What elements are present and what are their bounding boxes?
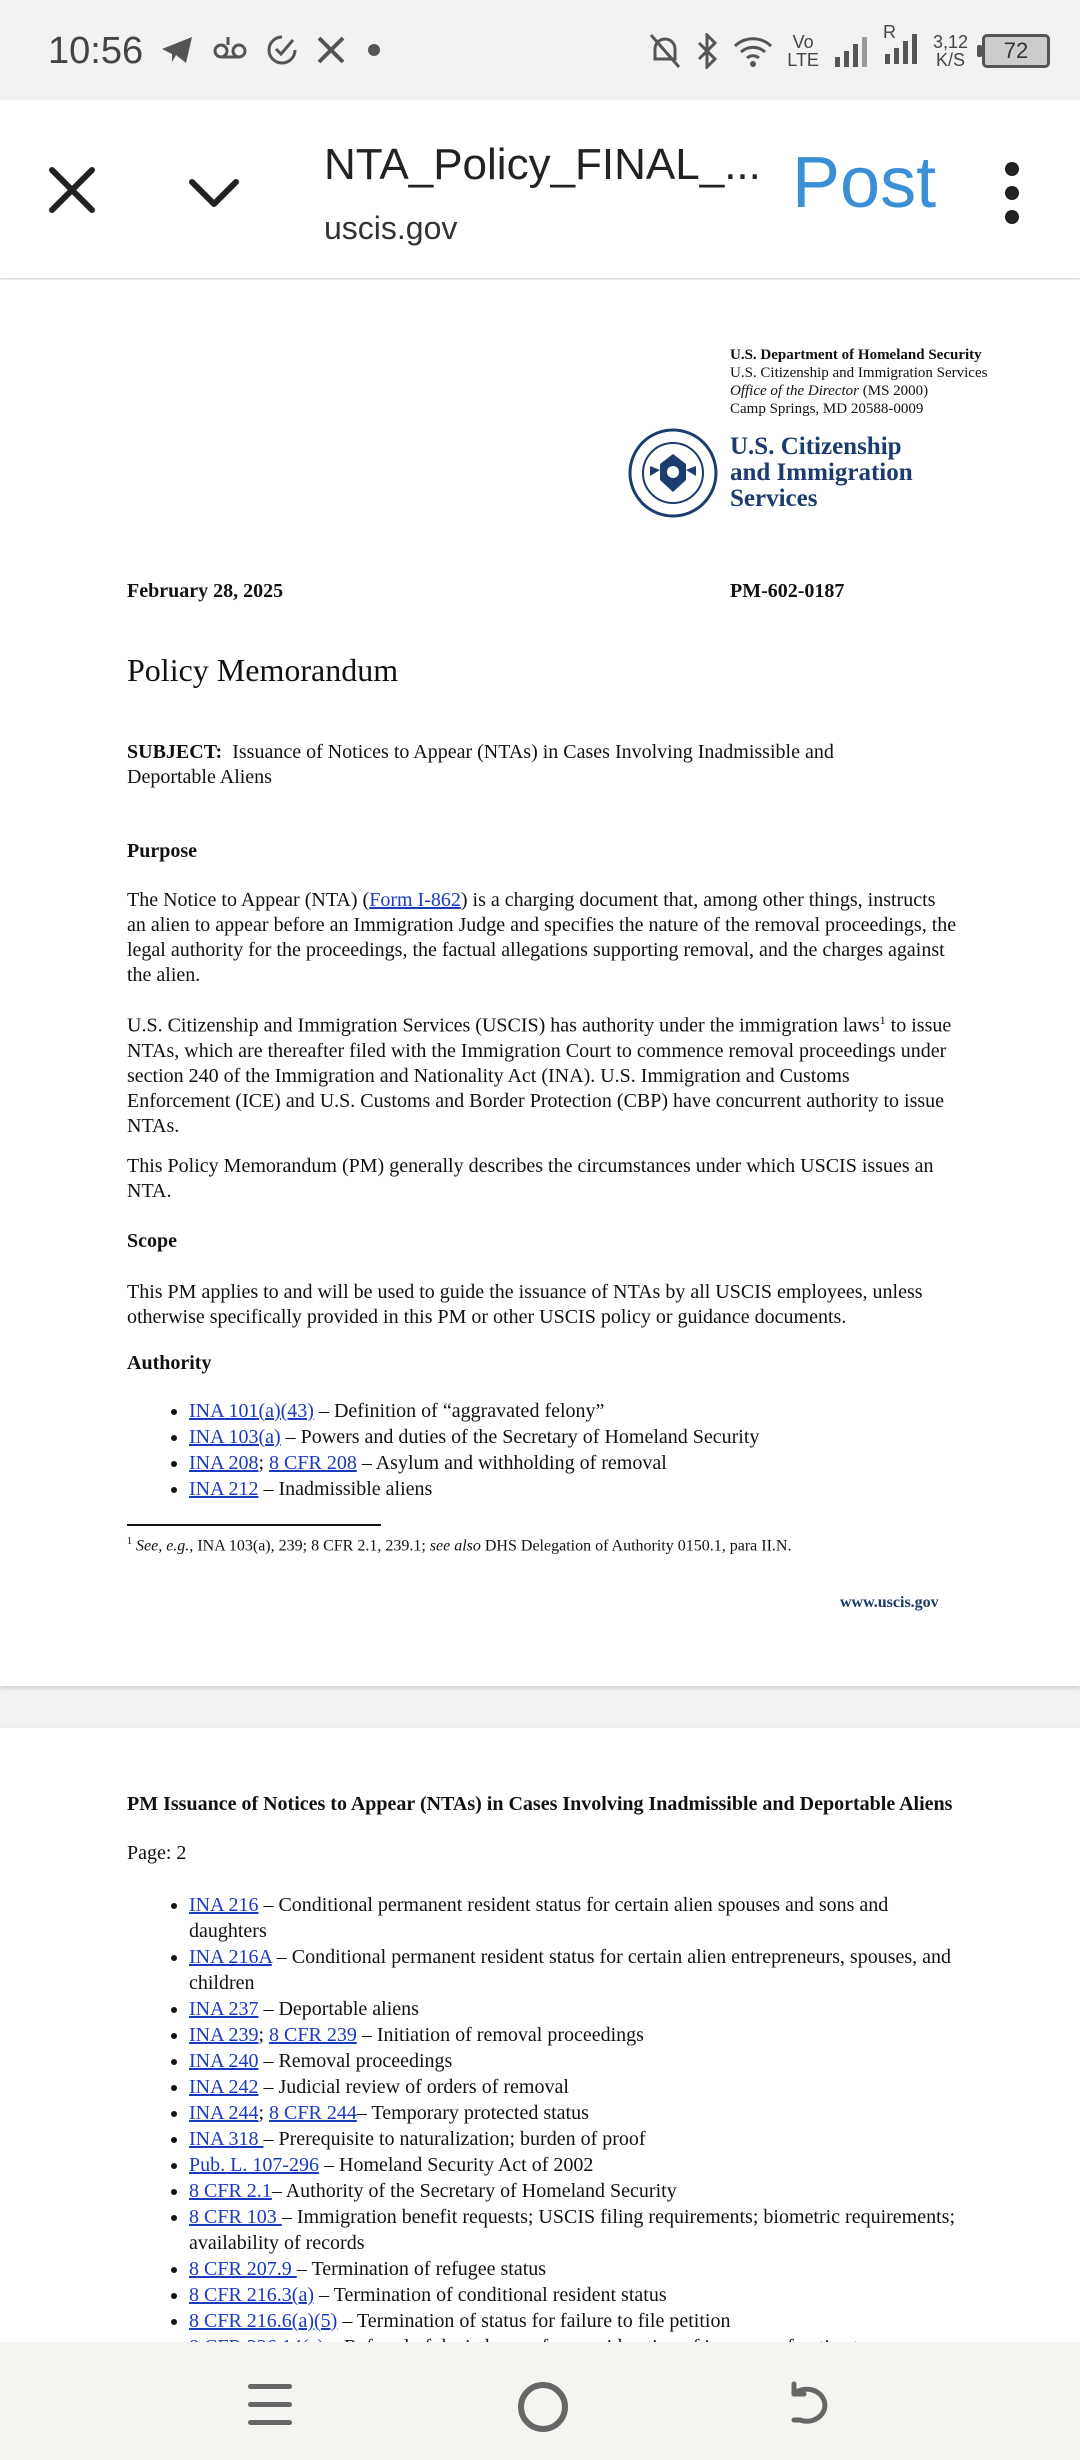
footnote-divider (127, 1524, 381, 1526)
wifi-icon (733, 34, 773, 68)
citation-link[interactable]: INA 239 (189, 2024, 259, 2046)
bluetooth-icon (695, 33, 719, 69)
citation-link[interactable]: INA 103(a) (189, 1426, 281, 1448)
document-page-2[interactable] (0, 1728, 1080, 2348)
list-item: • INA 240 – Removal proceedings (189, 2048, 969, 2074)
page-number: Page: 2 (127, 1842, 187, 1864)
authority-list (127, 1398, 1009, 1502)
system-nav-bar (0, 2342, 1080, 2460)
purpose-heading: Purpose (127, 840, 197, 862)
x-logo-icon (316, 35, 346, 65)
memo-date: February 28, 2025 (127, 580, 284, 602)
list-item: • INA 216A – Conditional permanent resident status for certain alien entrepreneurs, spouses, and children (189, 1944, 969, 1996)
back-icon[interactable] (786, 2380, 836, 2430)
citation-link[interactable]: 8 CFR 103 (189, 2206, 282, 2228)
purpose-paragraph-2: U.S. Citizenship and Immigration Services (USCIS) has authority under the immigration laws$^1$ to issue NTAs, which are thereafter filed with the Immigration Court to commence removal proceedings under section 240 of the Immigration and Nationality Act (INA). U.S. Immigration and Customs Enforcement (ICE) and U.S. Customs and Border Protection (CBP) have concurrent authority to issue NTAs. (127, 1013, 952, 1137)
sync-chat-icon (266, 34, 298, 66)
list-item: • INA 101(a)(43) – Definition of “aggravated felony” (189, 1398, 1009, 1424)
footnote: $^1$ See, e.g., INA 103(a), 239; 8 CFR 2.1, 239.1; see also DHS Delegation of Authority 0150.1, para II.N. (127, 1536, 792, 1555)
citation-link[interactable]: INA 237 (189, 1998, 259, 2020)
form-i862-link[interactable]: Form I-862 (369, 889, 461, 911)
post-button[interactable]: Post (792, 143, 937, 223)
system-status (649, 22, 1050, 70)
list-item: • INA 237 – Deportable aliens (189, 1996, 969, 2022)
notification-icons (160, 34, 384, 66)
voicemail-icon (212, 35, 248, 65)
purpose-paragraph-1: The Notice to Appear (NTA) (Form I-862) is a charging document that, among other things, instructs an alien to appear before an Immigration Judge and specifies the nature of the removal proceedings, the legal authority for the proceedings, the factual allegations supporting removal, and the charges against the alien. (127, 889, 957, 986)
citation-link[interactable]: Pub. L. 107-296 (189, 2154, 319, 2176)
citation-link[interactable]: INA 216 (189, 1894, 259, 1916)
recent-apps-icon[interactable] (248, 2384, 292, 2424)
signal-icon (833, 35, 869, 67)
citation-link[interactable]: 8 CFR 2.1 (189, 2180, 272, 2202)
memo-subject: SUBJECT: Issuance of Notices to Appear (NTAs) in Cases Involving Inadmissible and Deportable Aliens (127, 741, 834, 788)
purpose-paragraph-3: This Policy Memorandum (PM) generally describes the circumstances under which USCIS issues an NTA. (127, 1155, 934, 1202)
citation-link[interactable]: INA 242 (189, 2076, 259, 2098)
list-item: • INA 208; 8 CFR 208 – Asylum and withholding of removal (189, 1450, 1009, 1476)
citation-link[interactable]: INA 208 (189, 1452, 259, 1474)
citation-link[interactable]: 8 CFR 207.9 (189, 2258, 297, 2280)
bell-muted-icon (649, 33, 681, 69)
status-bar (0, 0, 1080, 100)
website-footer: www.uscis.gov (840, 1594, 939, 1611)
scope-paragraph: This PM applies to and will be used to guide the issuance of NTAs by all USCIS employees, unless otherwise specifically provided in this PM or other USCIS policy or guidance documents. (127, 1281, 923, 1328)
list-item: • Pub. L. 107-296 – Homeland Security Act of 2002 (189, 2152, 969, 2178)
citation-link[interactable]: INA 212 (189, 1478, 259, 1500)
list-item: • 8 CFR 207.9 – Termination of refugee status (189, 2256, 969, 2282)
list-item: • INA 212 – Inadmissible aliens (189, 1476, 1009, 1502)
citation-link[interactable]: 8 CFR 216.6(a)(5) (189, 2310, 338, 2332)
authority-list-continued (127, 1892, 969, 2360)
close-icon[interactable] (44, 162, 100, 218)
list-item: • INA 242 – Judicial review of orders of removal (189, 2074, 969, 2100)
citation-link[interactable]: 8 CFR 208 (269, 1452, 357, 1474)
memo-number: PM-602-0187 (730, 580, 845, 602)
battery-indicator: 72 (982, 34, 1050, 68)
document-page-1[interactable] (0, 280, 1080, 1686)
list-item: • 8 CFR 2.1– Authority of the Secretary of Homeland Security (189, 2178, 969, 2204)
viewer-app-bar (0, 100, 1080, 279)
signal-roaming: R (883, 32, 919, 69)
scope-heading: Scope (127, 1230, 177, 1252)
citation-link[interactable]: 8 CFR 239 (269, 2024, 357, 2046)
citation-link[interactable]: INA 101(a)(43) (189, 1400, 314, 1422)
list-item: • INA 239; 8 CFR 239 – Initiation of removal proceedings (189, 2022, 969, 2048)
list-item: • INA 318 – Prerequisite to naturalization; burden of proof (189, 2126, 969, 2152)
list-item: • 8 CFR 103 – Immigration benefit requests; USCIS filing requirements; biometric requirements; availability of records (189, 2204, 969, 2256)
letterhead-address: U.S. Department of Homeland Security U.S. Citizenship and Immigration Services Office of the Director (MS 2000) Camp Springs, MD 20588-0009 (730, 347, 988, 417)
memo-title: Policy Memorandum (127, 652, 399, 688)
home-icon[interactable] (518, 2382, 568, 2432)
chevron-down-icon[interactable] (186, 166, 242, 222)
dhs-seal-icon (628, 428, 718, 518)
authority-heading: Authority (127, 1352, 212, 1374)
citation-link[interactable]: INA 318 (189, 2128, 264, 2150)
list-item: • INA 103(a) – Powers and duties of the Secretary of Homeland Security (189, 1424, 1009, 1450)
list-item: • 8 CFR 216.6(a)(5) – Termination of status for failure to file petition (189, 2308, 969, 2334)
telegram-icon (160, 35, 194, 65)
list-item: • INA 244; 8 CFR 244– Temporary protected status (189, 2100, 969, 2126)
status-time: 10:56 (48, 30, 144, 72)
citation-link[interactable]: INA 216A (189, 1946, 272, 1968)
network-speed: 3,12 K/S (932, 31, 968, 70)
citation-link[interactable]: INA 244 (189, 2102, 259, 2124)
citation-link[interactable]: 8 CFR 244 (269, 2102, 357, 2124)
document-title: NTA_Policy_FINAL_... (324, 140, 761, 189)
citation-link[interactable]: INA 240 (189, 2050, 259, 2072)
list-item: • INA 216 – Conditional permanent resident status for certain alien spouses and sons and daughters (189, 1892, 969, 1944)
network-type: Vo LTE (787, 31, 819, 70)
page-header: PM Issuance of Notices to Appear (NTAs) in Cases Involving Inadmissible and Deportable Aliens (127, 1793, 953, 1815)
more-options-icon[interactable] (1000, 162, 1024, 226)
citation-link[interactable]: 8 CFR 216.3(a) (189, 2284, 314, 2306)
document-domain: uscis.gov (324, 210, 458, 246)
dot-icon (364, 40, 384, 60)
agency-name: U.S. Citizenship and Immigration Services (730, 433, 913, 512)
list-item: • 8 CFR 216.3(a) – Termination of conditional resident status (189, 2282, 969, 2308)
